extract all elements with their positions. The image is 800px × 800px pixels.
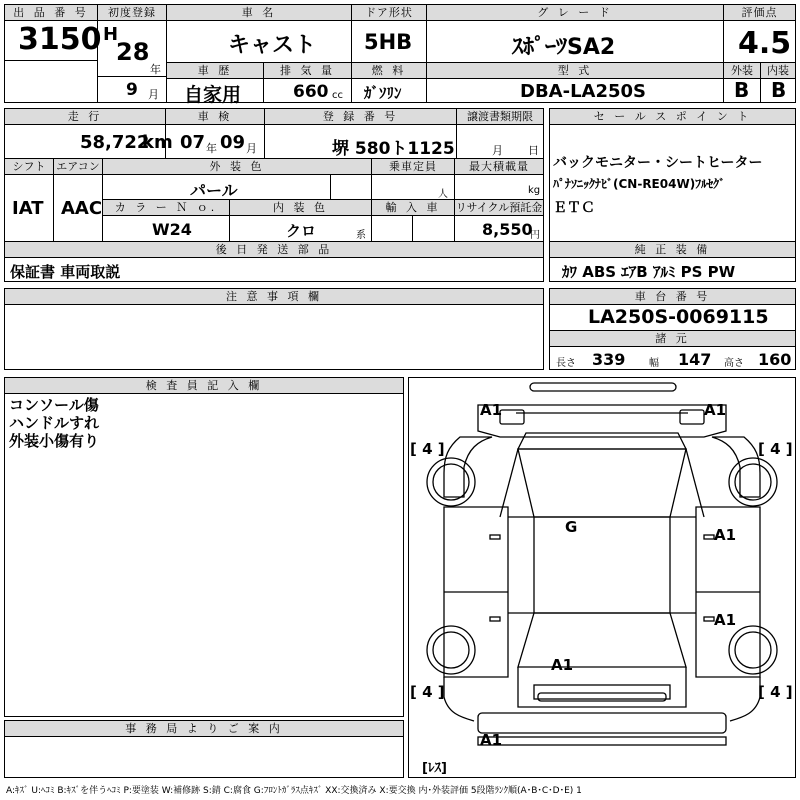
int-color-header: 内 装 色	[230, 200, 371, 216]
aircon-header: エアコン	[54, 159, 102, 175]
sales-point-2: ﾊﾟﾅｿﾆｯｸﾅﾋﾞ(CN-RE04W)ﾌﾙｾｸﾞ	[553, 177, 726, 191]
chassis-number: LA250S-0069115	[588, 306, 769, 328]
height-label: 高さ	[724, 358, 744, 369]
recycle: 8,550	[482, 220, 533, 239]
lot-number: 3150	[18, 22, 102, 57]
door-type: 5HB	[364, 30, 413, 54]
history: 自家用	[184, 84, 242, 106]
transfer-header: 譲渡書類期限	[457, 109, 543, 125]
ext-color-header: 外 装 色	[103, 159, 371, 175]
capacity-header: 乗車定員	[372, 159, 454, 175]
insp-month-unit: 月	[246, 142, 257, 155]
sales-point-header: セ ー ル ス ポ イ ン ト	[550, 109, 795, 125]
mark-spare-tire: [ﾚｽ]	[422, 761, 447, 776]
later-parts-header: 後 日 発 送 部 品	[5, 242, 543, 258]
aircon: AAC	[61, 198, 103, 219]
plate-header: 登 録 番 号	[265, 109, 456, 125]
reg-month-unit: 月	[148, 88, 159, 101]
length: 339	[592, 350, 626, 369]
insp-year: 07	[180, 132, 206, 153]
car-diagram	[408, 377, 796, 778]
mark-a1-rear-bumper: A1	[480, 731, 503, 749]
mileage-header: 走 行	[5, 109, 165, 125]
import-header: 輸 入 車	[372, 200, 454, 216]
exterior-header: 外装	[724, 63, 760, 79]
inspector-note-1: コンソール傷	[9, 396, 99, 414]
transfer-day: 日	[528, 144, 539, 157]
model-header: 型 式	[427, 63, 723, 79]
interior-header: 内装	[761, 63, 795, 79]
mark-a1-front-right: A1	[704, 401, 727, 419]
plate: 堺 580ト1125	[332, 139, 455, 159]
lot-no-header: 出 品 番 号	[5, 5, 97, 21]
inspector-header: 検 査 員 記 入 欄	[5, 378, 403, 394]
insp-month: 09	[220, 132, 246, 153]
mark-a1-right-front-door: A1	[714, 526, 737, 544]
mark-tire-rear-right: [ 4 ]	[758, 683, 793, 701]
office-header: 事 務 局 よ り ご 案 内	[5, 721, 403, 737]
score-header: 評価点	[724, 5, 795, 21]
inspection-header: 車 検	[166, 109, 264, 125]
mark-tire-front-left: [ 4 ]	[410, 440, 445, 458]
yen-unit: 円	[530, 230, 540, 241]
genuine-equipment: ｶﾜ ABS ｴｱB ｱﾙﾐ PS PW	[562, 263, 736, 281]
inspector-note-2: ハンドルすれ	[9, 414, 100, 432]
door-header: ドア形状	[352, 5, 426, 21]
kg-unit: kg	[528, 185, 541, 196]
width: 147	[678, 350, 712, 369]
grade: ｽﾎﾟｰﾂSA2	[512, 35, 616, 60]
height: 160	[758, 350, 792, 369]
history-header: 車 歴	[167, 63, 263, 79]
exterior-grade: B	[734, 78, 750, 102]
car-name-header: 車 名	[167, 5, 351, 21]
displacement-header: 排 気 量	[264, 63, 351, 79]
cc-unit: cc	[332, 90, 343, 101]
shift: IAT	[12, 198, 44, 219]
color-no-header: カ ラ ー Ｎ ｏ.	[103, 200, 229, 216]
inspector-note-3: 外装小傷有り	[9, 432, 100, 450]
transfer-month: 月	[492, 144, 503, 157]
int-color: クロ	[286, 222, 317, 240]
chassis-header: 車 台 番 号	[550, 289, 795, 305]
mark-tire-rear-left: [ 4 ]	[410, 683, 445, 701]
car-name: キャスト	[228, 33, 317, 58]
length-label: 長さ	[556, 358, 576, 369]
ext-color: パール	[190, 181, 238, 200]
model: DBA-LA250S	[520, 81, 646, 102]
mark-a1-front-left: A1	[480, 401, 503, 419]
score: 4.5	[738, 26, 792, 61]
reg-month: 9	[126, 80, 138, 100]
recycle-header: リサイクル預託金	[455, 201, 543, 214]
mileage: 58,722	[80, 132, 150, 153]
km-unit: km	[142, 132, 173, 153]
insp-year-unit: 年	[206, 142, 217, 155]
sales-point-1: バックモニター・シートヒーター	[553, 155, 763, 171]
era: H	[103, 24, 119, 45]
interior-grade: B	[771, 78, 787, 102]
shift-header: シフト	[5, 159, 53, 175]
dims-header: 諸 元	[550, 331, 795, 347]
sales-point-3: ＥＴＣ	[553, 200, 595, 216]
reg-year: 28	[116, 38, 150, 66]
grade-header: グ レ ー ド	[427, 5, 723, 21]
displacement: 660	[293, 82, 329, 102]
kei-unit: 系	[356, 230, 366, 241]
mark-g-windshield: G	[565, 518, 578, 536]
max-load-header: 最大積載量	[455, 159, 543, 175]
later-parts: 保証書 車両取説	[10, 263, 121, 281]
first-reg-header: 初度登録	[98, 5, 166, 21]
mark-a1-right-rear-door: A1	[714, 611, 737, 629]
legend: A:ｷｽﾞ U:ﾍｺﾐ B:ｷｽﾞを伴うﾍｺﾐ P:要塗装 W:補修跡 S:錆 C:腐食 G:ﾌﾛﾝﾄｶﾞﾗｽ点ｷｽﾞ XX:交換済み X:要交換 内･外装評価 5段階ﾗﾝｸ順(A･B･C･D･E) 1	[6, 786, 582, 796]
width-label: 幅	[649, 358, 659, 369]
reg-year-unit: 年	[150, 63, 161, 76]
mark-tire-front-right: [ 4 ]	[758, 440, 793, 458]
color-no: W24	[152, 220, 192, 239]
mark-a1-rear: A1	[551, 656, 574, 674]
fuel: ｶﾞｿﾘﾝ	[364, 84, 402, 102]
persons-unit: 人	[438, 189, 448, 200]
fuel-header: 燃 料	[352, 63, 426, 79]
genuine-header: 純 正 装 備	[550, 242, 795, 258]
notes-header: 注 意 事 項 欄	[5, 289, 543, 305]
